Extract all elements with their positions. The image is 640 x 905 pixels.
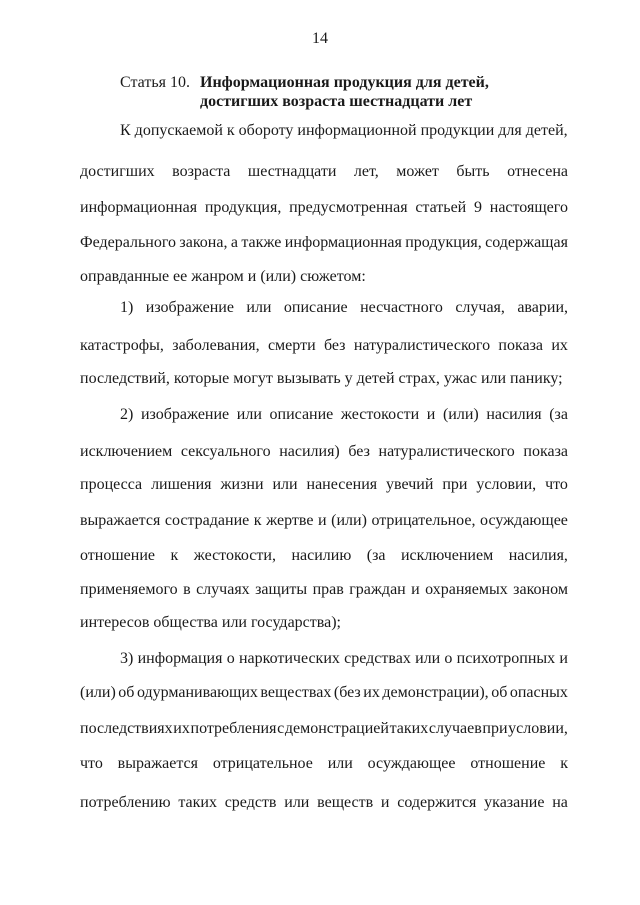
word: при	[442, 476, 468, 493]
word: веществах	[260, 684, 332, 701]
text-line: последствий, которые могут вызывать у детей страх, ужас или панику;	[80, 370, 563, 387]
word: о	[226, 650, 235, 667]
word: предусмотренная	[289, 199, 408, 216]
word: насилия	[486, 406, 542, 423]
word: исключением	[400, 547, 494, 564]
word: нанесения	[306, 476, 378, 493]
word: в	[183, 581, 191, 598]
word: или	[327, 755, 353, 772]
article-title-line-1: Информационная продукция для детей,	[200, 74, 489, 91]
word: несчастного	[360, 299, 443, 316]
text-line	[80, 162, 568, 182]
word: потреблению	[80, 794, 171, 811]
text-line	[80, 198, 568, 218]
word: средств	[224, 794, 277, 811]
word: демонстрацией	[284, 720, 389, 737]
word: жизни	[220, 476, 264, 493]
word: о	[444, 650, 453, 667]
word: описание	[269, 406, 334, 423]
word: условии,	[476, 476, 537, 493]
text-line	[80, 511, 568, 531]
word: отрицательное,	[371, 512, 476, 529]
word: потребления	[190, 720, 277, 737]
text-line	[120, 649, 568, 669]
word: сострадание	[164, 512, 250, 529]
word: жестокости,	[193, 547, 276, 564]
text-line	[80, 719, 568, 739]
word: таких	[389, 720, 429, 737]
text-line	[80, 475, 568, 495]
word: лет,	[353, 163, 379, 180]
word: изображение	[145, 299, 234, 316]
text-line: К допускаемой к обороту информационной продукции для детей,	[120, 122, 568, 139]
word: (без	[333, 684, 361, 701]
word: при	[482, 720, 508, 737]
word: процесса	[80, 476, 143, 493]
word: катастрофы,	[80, 337, 164, 354]
word: одурманивающих	[136, 684, 258, 701]
word: или	[236, 406, 262, 423]
word: и	[380, 794, 390, 811]
word: граждан	[349, 581, 406, 598]
word: жестокости	[340, 406, 420, 423]
word: 1)	[120, 299, 134, 316]
word: продукция,	[405, 234, 482, 251]
word: продукция,	[204, 199, 282, 216]
word: таких	[178, 794, 217, 811]
word: насилия,	[508, 547, 568, 564]
word: законом	[513, 581, 568, 598]
word: к	[170, 547, 179, 564]
text-line	[80, 336, 568, 356]
word: отрицательное	[212, 755, 313, 772]
word: исключением	[80, 443, 173, 460]
word: (или)	[80, 684, 116, 701]
word: отнесена	[507, 163, 568, 180]
word: а	[230, 234, 238, 251]
word: натуралистического	[378, 443, 515, 460]
text-line	[80, 442, 568, 462]
word: их	[363, 684, 380, 701]
word: (или)	[331, 512, 367, 529]
word: об	[118, 684, 135, 701]
article-title-line-2: достигших возраста шестнадцати лет	[200, 93, 473, 110]
word: что	[80, 755, 103, 772]
word: содержится	[397, 794, 477, 811]
word: и	[559, 650, 568, 667]
word: охраняемых	[425, 581, 508, 598]
word: закона,	[179, 234, 228, 251]
article-heading	[120, 73, 580, 111]
text-line	[80, 754, 568, 774]
word: и	[411, 581, 420, 598]
word: защиты	[255, 581, 308, 598]
word: Федерального	[80, 234, 177, 251]
page-number: 14	[312, 30, 328, 47]
word: случаях	[196, 581, 250, 598]
word: к	[253, 512, 262, 529]
word: показа	[498, 337, 544, 354]
word: случая,	[455, 299, 505, 316]
word: осуждающее	[480, 512, 568, 529]
word: и	[318, 512, 327, 529]
word: веществ	[317, 794, 374, 811]
text-line	[80, 683, 568, 703]
word: информация	[137, 650, 223, 667]
word: указание	[484, 794, 545, 811]
word: на	[552, 794, 568, 811]
word: аварии,	[517, 299, 568, 316]
word: лишения	[151, 476, 212, 493]
word: достигших	[80, 163, 155, 180]
word: выражается	[117, 755, 198, 772]
word: средствах	[344, 650, 411, 667]
text-line: интересов общества или государства);	[80, 614, 341, 631]
word: наркотических	[238, 650, 340, 667]
word: статьей	[415, 199, 467, 216]
word: (за	[366, 547, 386, 564]
word: (или)	[442, 406, 479, 423]
word: их	[551, 337, 568, 354]
word: 9	[474, 199, 482, 216]
word: к	[560, 755, 568, 772]
word: выражается	[80, 512, 161, 529]
word: 3)	[120, 650, 134, 667]
word: (за	[549, 406, 568, 423]
word: или	[272, 476, 298, 493]
word: что	[545, 476, 568, 493]
word: последствиях	[80, 720, 173, 737]
word: натуралистического	[353, 337, 491, 354]
text-line	[80, 233, 568, 253]
word: быть	[456, 163, 490, 180]
word: демонстрации),	[382, 684, 489, 701]
word: или	[415, 650, 441, 667]
text-line	[80, 580, 568, 600]
word: условии,	[508, 720, 568, 737]
word: сексуального	[180, 443, 271, 460]
word: смерти	[267, 337, 316, 354]
word: или	[246, 299, 272, 316]
word: прав	[312, 581, 344, 598]
word: без	[323, 337, 346, 354]
word: шестнадцати	[247, 163, 337, 180]
word: опасных	[509, 684, 568, 701]
text-line	[120, 405, 568, 425]
word: также	[241, 234, 282, 251]
text-line	[80, 546, 568, 566]
word: осуждающее	[367, 755, 456, 772]
word: применяемого	[80, 581, 178, 598]
word: с	[277, 720, 285, 737]
word: изображение	[140, 406, 230, 423]
word: их	[173, 720, 190, 737]
text-line	[80, 793, 568, 813]
word: показа	[523, 443, 568, 460]
word: возраста	[172, 163, 231, 180]
article-label: Статья 10.	[120, 74, 190, 91]
word: или	[284, 794, 310, 811]
text-line: оправданные ее жанром и (или) сюжетом:	[80, 268, 366, 285]
word: без	[348, 443, 370, 460]
word: информационная	[80, 199, 198, 216]
word: отношение	[470, 755, 546, 772]
word: увечий	[386, 476, 434, 493]
text-line	[120, 298, 568, 318]
word: и	[426, 406, 436, 423]
word: заболевания,	[172, 337, 260, 354]
word: описание	[283, 299, 348, 316]
word: насилию	[291, 547, 352, 564]
word: насилия)	[279, 443, 340, 460]
word: 2)	[120, 406, 134, 423]
word: настоящего	[489, 199, 568, 216]
word: может	[396, 163, 439, 180]
word: жертве	[266, 512, 314, 529]
word: содержащая	[485, 234, 568, 251]
word: психотропных	[456, 650, 556, 667]
word: случаев	[428, 720, 482, 737]
word: об	[491, 684, 508, 701]
word: информационная	[284, 234, 402, 251]
word: отношение	[80, 547, 155, 564]
